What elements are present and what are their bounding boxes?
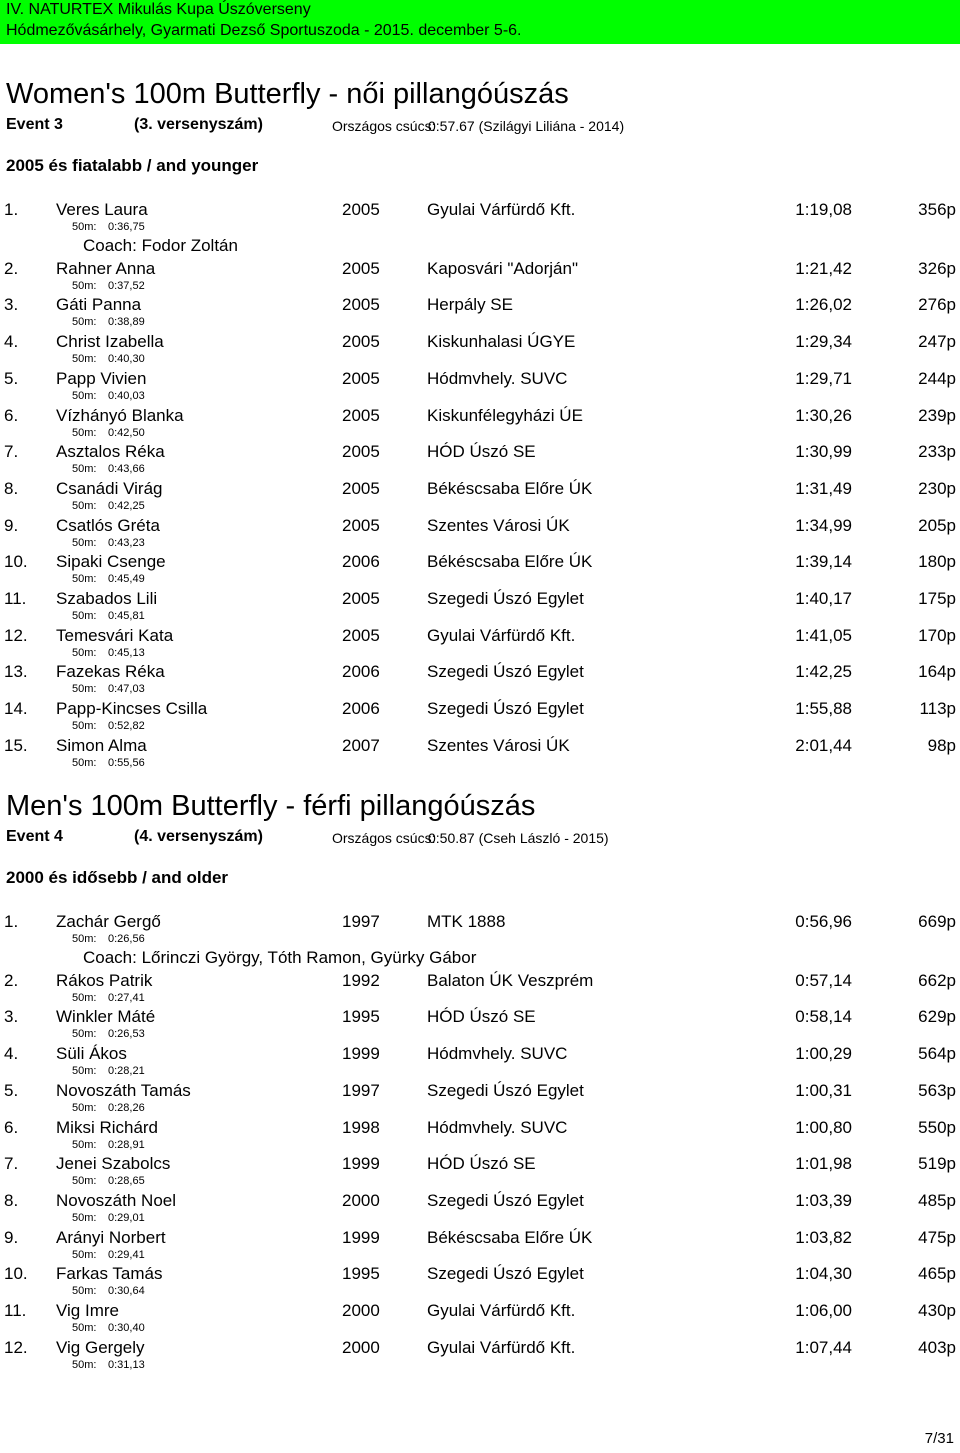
result-rank: 8. xyxy=(4,478,19,498)
points: 244p xyxy=(918,368,956,388)
split-time xyxy=(72,1139,145,1151)
split-label: 50m: xyxy=(72,499,97,512)
swimmer-name: Sipaki Csenge xyxy=(56,552,166,572)
split-time xyxy=(72,1285,145,1297)
age-category: 2000 és idősebb / and older xyxy=(6,868,229,887)
swimmer-name: Veres Laura xyxy=(56,200,148,219)
competition-title: IV. NATURTEX Mikulás Kupa Úszóverseny xyxy=(6,1,311,18)
result-row xyxy=(0,971,960,1007)
club-name: Balaton ÚK Veszprém xyxy=(427,970,594,990)
points: 564p xyxy=(918,1044,956,1064)
club-name: Békéscsaba Előre ÚK xyxy=(427,478,593,498)
result-rank: 6. xyxy=(4,1117,19,1137)
points: 276p xyxy=(918,295,956,315)
club-name: Herpály SE xyxy=(427,295,513,315)
result-row xyxy=(0,626,960,662)
club-name: HÓD Úszó SE xyxy=(427,1154,536,1174)
result-row xyxy=(0,369,960,405)
swimmer-name: Christ Izabella xyxy=(56,332,164,352)
result-rank: 3. xyxy=(4,1007,19,1027)
split-value: 0:29,41 xyxy=(108,1248,145,1261)
final-time: 2:01,44 xyxy=(795,735,852,755)
split-time xyxy=(72,427,145,439)
result-rank: 7. xyxy=(4,1154,19,1174)
result-rank: 6. xyxy=(4,405,19,425)
split-time xyxy=(72,280,145,292)
club-name: Békéscsaba Előre ÚK xyxy=(427,552,593,572)
split-label: 50m: xyxy=(72,1101,97,1114)
points: 239p xyxy=(918,405,956,425)
split-value: 0:47,03 xyxy=(108,683,145,696)
split-value: 0:36,75 xyxy=(108,221,145,233)
split-value: 0:26,53 xyxy=(108,1028,145,1041)
club-name: Szegedi Úszó Egylet xyxy=(427,662,584,682)
birth-year: 2006 xyxy=(342,552,380,572)
swimmer-name: Novoszáth Tamás xyxy=(56,1080,191,1100)
split-label: 50m: xyxy=(72,1358,97,1371)
club-name: Kiskunfélegyházi ÚE xyxy=(427,405,583,425)
split-value: 0:43,66 xyxy=(108,463,145,476)
final-time: 1:29,34 xyxy=(795,332,852,352)
final-time: 1:19,08 xyxy=(795,200,852,219)
final-time: 1:30,99 xyxy=(795,442,852,462)
club-name: Szegedi Úszó Egylet xyxy=(427,699,584,719)
birth-year: 1998 xyxy=(342,1117,380,1137)
split-time xyxy=(72,390,145,402)
swimmer-name: Csanádi Virág xyxy=(56,478,163,498)
result-row xyxy=(0,406,960,442)
result-row xyxy=(0,912,960,948)
result-row xyxy=(0,1154,960,1190)
swimmer-name: Rákos Patrik xyxy=(56,970,153,990)
birth-year: 2005 xyxy=(342,368,380,388)
club-name: Hódmvhely. SUVC xyxy=(427,368,568,388)
swimmer-name: Winkler Máté xyxy=(56,1007,156,1027)
split-label: 50m: xyxy=(72,1322,97,1334)
split-label: 50m: xyxy=(72,426,97,439)
split-time xyxy=(72,1175,145,1187)
split-label: 50m: xyxy=(72,1211,97,1224)
split-label: 50m: xyxy=(72,1065,97,1078)
birth-year: 2000 xyxy=(342,1337,380,1357)
split-value: 0:43,23 xyxy=(108,536,145,549)
result-row xyxy=(0,1264,960,1300)
birth-year: 2005 xyxy=(342,442,380,462)
split-value: 0:28,65 xyxy=(108,1175,145,1188)
birth-year: 2005 xyxy=(342,332,380,352)
final-time: 1:00,29 xyxy=(795,1044,852,1064)
points: 175p xyxy=(918,589,956,608)
national-record: 0:57.67 (Szilágyi Liliána - 2014) xyxy=(428,118,625,134)
swimmer-name: Jenei Szabolcs xyxy=(56,1154,171,1174)
swimmer-name: Simon Alma xyxy=(56,735,147,755)
result-rank: 5. xyxy=(4,368,19,388)
result-rank: 9. xyxy=(4,515,19,535)
result-row xyxy=(0,1338,960,1374)
split-label: 50m: xyxy=(72,1285,97,1298)
event-number: Event 4 xyxy=(6,828,63,845)
points: 247p xyxy=(918,332,956,352)
result-row xyxy=(0,552,960,588)
club-name: Szentes Városi ÚK xyxy=(427,735,570,755)
final-time: 1:29,71 xyxy=(795,368,852,388)
result-rank: 8. xyxy=(4,1190,19,1210)
result-rank: 14. xyxy=(4,699,28,719)
event-info-line xyxy=(6,828,956,850)
split-value: 0:42,25 xyxy=(108,499,145,512)
coach-line: Coach: Fodor Zoltán xyxy=(83,235,238,255)
result-rank: 11. xyxy=(4,589,27,608)
split-time xyxy=(72,1102,145,1114)
swimmer-name: Novoszáth Noel xyxy=(56,1190,177,1210)
final-time: 1:26,02 xyxy=(795,295,852,315)
split-time xyxy=(72,537,145,549)
final-time: 1:01,98 xyxy=(795,1154,852,1174)
result-row xyxy=(0,662,960,698)
split-value: 0:26,56 xyxy=(108,933,145,945)
swimmer-name: Vízhányó Blanka xyxy=(56,405,184,425)
result-rank: 3. xyxy=(4,295,19,315)
result-rank: 4. xyxy=(4,1044,19,1064)
result-rank: 2. xyxy=(4,970,19,990)
club-name: MTK 1888 xyxy=(427,912,506,931)
result-rank: 12. xyxy=(4,625,28,645)
split-time xyxy=(72,933,145,945)
split-value: 0:52,82 xyxy=(108,720,145,733)
result-row xyxy=(0,442,960,478)
birth-year: 2005 xyxy=(342,625,380,645)
swimmer-name: Gáti Panna xyxy=(56,295,142,315)
final-time: 1:34,99 xyxy=(795,515,852,535)
birth-year: 2000 xyxy=(342,1190,380,1210)
club-name: HÓD Úszó SE xyxy=(427,1007,536,1027)
club-name: Békéscsaba Előre ÚK xyxy=(427,1227,593,1247)
split-value: 0:30,64 xyxy=(108,1285,145,1298)
birth-year: 2005 xyxy=(342,515,380,535)
split-time xyxy=(72,1028,145,1040)
split-label: 50m: xyxy=(72,756,97,769)
swimmer-name: Fazekas Réka xyxy=(56,662,165,682)
club-name: Hódmvhely. SUVC xyxy=(427,1117,568,1137)
club-name: Kiskunhalasi ÚGYE xyxy=(427,332,576,352)
final-time: 0:57,14 xyxy=(795,970,852,990)
birth-year: 2005 xyxy=(342,405,380,425)
split-label: 50m: xyxy=(72,353,97,366)
split-value: 0:28,26 xyxy=(108,1101,145,1114)
split-label: 50m: xyxy=(72,1175,97,1188)
split-value: 0:45,49 xyxy=(108,573,145,586)
page-number: 7/31 xyxy=(924,1430,954,1447)
club-name: Szentes Városi ÚK xyxy=(427,515,570,535)
points: 205p xyxy=(918,515,956,535)
points: 113p xyxy=(919,699,956,719)
birth-year: 1999 xyxy=(342,1227,380,1247)
swimmer-name: Miksi Richárd xyxy=(56,1117,159,1137)
final-time: 0:56,96 xyxy=(795,912,852,931)
points: 519p xyxy=(918,1154,956,1174)
result-rank: 10. xyxy=(4,1264,28,1284)
swimmer-name: Farkas Tamás xyxy=(56,1264,163,1284)
final-time: 1:07,44 xyxy=(795,1337,852,1357)
event-info-line xyxy=(6,116,956,138)
event-versenyszam: (4. versenyszám) xyxy=(134,828,263,845)
split-label: 50m: xyxy=(72,646,97,659)
result-rank: 15. xyxy=(4,735,28,755)
swimmer-name: Papp-Kincses Csilla xyxy=(56,699,208,719)
result-row xyxy=(0,1007,960,1043)
final-time: 1:31,49 xyxy=(795,478,852,498)
club-name: HÓD Úszó SE xyxy=(427,442,536,462)
split-time xyxy=(72,992,145,1004)
club-name: Hódmvhely. SUVC xyxy=(427,1044,568,1064)
split-time xyxy=(72,316,145,328)
final-time: 1:00,80 xyxy=(795,1117,852,1137)
split-time xyxy=(72,1065,145,1077)
document-header xyxy=(0,0,960,44)
split-label: 50m: xyxy=(72,1028,97,1041)
club-name: Gyulai Várfürdő Kft. xyxy=(427,200,576,219)
split-value: 0:28,91 xyxy=(108,1138,145,1151)
swimmer-name: Vig Imre xyxy=(56,1301,119,1320)
result-rank: 10. xyxy=(4,552,28,572)
result-rank: 1. xyxy=(4,912,19,931)
points: 170p xyxy=(918,625,956,645)
points: 403p xyxy=(918,1337,956,1357)
split-label: 50m: xyxy=(72,610,97,622)
result-rank: 9. xyxy=(4,1227,19,1247)
split-time xyxy=(72,1212,145,1224)
split-label: 50m: xyxy=(72,221,97,233)
result-row xyxy=(0,200,960,236)
birth-year: 2006 xyxy=(342,699,380,719)
result-row xyxy=(0,1301,960,1337)
club-name: Szegedi Úszó Egylet xyxy=(427,589,584,608)
birth-year: 1999 xyxy=(342,1044,380,1064)
club-name: Szegedi Úszó Egylet xyxy=(427,1264,584,1284)
event-title: Men's 100m Butterfly - férfi pillangóúszás xyxy=(6,790,536,822)
coach-line: Coach: Lőrinczi György, Tóth Ramon, Gyürky Gábor xyxy=(83,947,477,967)
split-label: 50m: xyxy=(72,279,97,292)
result-rank: 7. xyxy=(4,442,19,462)
points: 230p xyxy=(918,478,956,498)
result-rank: 1. xyxy=(4,200,19,219)
result-row xyxy=(0,516,960,552)
final-time: 1:21,42 xyxy=(795,258,852,278)
result-rank: 11. xyxy=(4,1301,27,1320)
national-record: 0:50.87 (Cseh László - 2015) xyxy=(428,830,609,846)
points: 98p xyxy=(927,735,956,755)
result-row xyxy=(0,332,960,368)
birth-year: 1992 xyxy=(342,970,380,990)
record-label: Országos csúcs: xyxy=(332,118,436,134)
split-label: 50m: xyxy=(72,316,97,329)
split-time xyxy=(72,221,145,233)
split-value: 0:45,13 xyxy=(108,646,145,659)
split-time xyxy=(72,610,145,622)
result-row xyxy=(0,589,960,625)
final-time: 1:30,26 xyxy=(795,405,852,425)
birth-year: 2005 xyxy=(342,589,380,608)
swimmer-name: Asztalos Réka xyxy=(56,442,165,462)
points: 180p xyxy=(918,552,956,572)
points: 662p xyxy=(918,970,956,990)
result-rank: 2. xyxy=(4,258,19,278)
split-time xyxy=(72,573,145,585)
swimmer-name: Zachár Gergő xyxy=(56,912,161,931)
birth-year: 1999 xyxy=(342,1154,380,1174)
split-label: 50m: xyxy=(72,1138,97,1151)
points: 629p xyxy=(918,1007,956,1027)
split-value: 0:55,56 xyxy=(108,756,145,769)
final-time: 1:41,05 xyxy=(795,625,852,645)
final-time: 1:40,17 xyxy=(795,589,852,608)
final-time: 1:03,39 xyxy=(795,1190,852,1210)
swimmer-name: Vig Gergely xyxy=(56,1337,145,1357)
birth-year: 1995 xyxy=(342,1007,380,1027)
points: 430p xyxy=(918,1301,956,1320)
final-time: 1:06,00 xyxy=(795,1301,852,1320)
split-value: 0:40,30 xyxy=(108,353,145,366)
final-time: 1:04,30 xyxy=(795,1264,852,1284)
split-value: 0:27,41 xyxy=(108,991,145,1004)
points: 475p xyxy=(918,1227,956,1247)
competition-venue-date: Hódmezővásárhely, Gyarmati Dezső Sportuszoda - 2015. december 5-6. xyxy=(6,22,522,39)
points: 563p xyxy=(918,1080,956,1100)
split-label: 50m: xyxy=(72,573,97,586)
split-time xyxy=(72,353,145,365)
final-time: 1:03,82 xyxy=(795,1227,852,1247)
result-row xyxy=(0,736,960,772)
points: 326p xyxy=(918,258,956,278)
result-rank: 12. xyxy=(4,1337,28,1357)
swimmer-name: Szabados Lili xyxy=(56,589,158,608)
split-time xyxy=(72,463,145,475)
split-label: 50m: xyxy=(72,720,97,733)
split-time xyxy=(72,1359,145,1371)
final-time: 1:00,31 xyxy=(795,1080,852,1100)
event-title: Women's 100m Butterfly - női pillangóúszás xyxy=(6,78,569,110)
result-row xyxy=(0,479,960,515)
birth-year: 2005 xyxy=(342,295,380,315)
result-row xyxy=(0,295,960,331)
event-versenyszam: (3. versenyszám) xyxy=(134,116,263,133)
swimmer-name: Temesvári Kata xyxy=(56,625,174,645)
points: 550p xyxy=(918,1117,956,1137)
split-value: 0:31,13 xyxy=(108,1358,145,1371)
result-row xyxy=(0,1118,960,1154)
birth-year: 2006 xyxy=(342,662,380,682)
final-time: 1:39,14 xyxy=(795,552,852,572)
split-value: 0:45,81 xyxy=(108,610,145,622)
swimmer-name: Rahner Anna xyxy=(56,258,156,278)
split-label: 50m: xyxy=(72,933,97,945)
result-row xyxy=(0,1081,960,1117)
split-time xyxy=(72,720,145,732)
points: 233p xyxy=(918,442,956,462)
birth-year: 1995 xyxy=(342,1264,380,1284)
club-name: Szegedi Úszó Egylet xyxy=(427,1190,584,1210)
split-value: 0:42,50 xyxy=(108,426,145,439)
club-name: Gyulai Várfürdő Kft. xyxy=(427,625,576,645)
split-value: 0:29,01 xyxy=(108,1211,145,1224)
split-value: 0:38,89 xyxy=(108,316,145,329)
result-rank: 4. xyxy=(4,332,19,352)
birth-year: 1997 xyxy=(342,912,380,931)
swimmer-name: Csatlós Gréta xyxy=(56,515,160,535)
points: 465p xyxy=(918,1264,956,1284)
result-row xyxy=(0,699,960,735)
club-name: Gyulai Várfürdő Kft. xyxy=(427,1337,576,1357)
event-number: Event 3 xyxy=(6,116,63,133)
points: 164p xyxy=(918,662,956,682)
record-label: Országos csúcs: xyxy=(332,830,436,846)
split-value: 0:37,52 xyxy=(108,279,145,292)
split-time xyxy=(72,647,145,659)
result-rank: 13. xyxy=(4,662,28,682)
split-label: 50m: xyxy=(72,683,97,696)
birth-year: 2005 xyxy=(342,258,380,278)
birth-year: 1997 xyxy=(342,1080,380,1100)
split-label: 50m: xyxy=(72,991,97,1004)
split-label: 50m: xyxy=(72,389,97,402)
split-time xyxy=(72,683,145,695)
final-time: 0:58,14 xyxy=(795,1007,852,1027)
split-value: 0:28,21 xyxy=(108,1065,145,1078)
club-name: Szegedi Úszó Egylet xyxy=(427,1080,584,1100)
split-value: 0:40,03 xyxy=(108,389,145,402)
birth-year: 2007 xyxy=(342,735,380,755)
points: 669p xyxy=(918,912,956,931)
split-label: 50m: xyxy=(72,536,97,549)
result-rank: 5. xyxy=(4,1080,19,1100)
club-name: Gyulai Várfürdő Kft. xyxy=(427,1301,576,1320)
split-time xyxy=(72,500,145,512)
final-time: 1:42,25 xyxy=(795,662,852,682)
result-row xyxy=(0,1044,960,1080)
swimmer-name: Süli Ákos xyxy=(56,1044,127,1064)
result-row xyxy=(0,259,960,295)
result-row xyxy=(0,1191,960,1227)
birth-year: 2005 xyxy=(342,200,380,219)
split-value: 0:30,40 xyxy=(108,1322,145,1334)
split-label: 50m: xyxy=(72,1248,97,1261)
points: 485p xyxy=(918,1190,956,1210)
birth-year: 2005 xyxy=(342,478,380,498)
points: 356p xyxy=(918,200,956,219)
split-label: 50m: xyxy=(72,463,97,476)
split-time xyxy=(72,757,145,769)
swimmer-name: Papp Vivien xyxy=(56,368,147,388)
club-name: Kaposvári "Adorján" xyxy=(427,258,578,278)
split-time xyxy=(72,1249,145,1261)
final-time: 1:55,88 xyxy=(795,699,852,719)
result-row xyxy=(0,1228,960,1264)
birth-year: 2000 xyxy=(342,1301,380,1320)
swimmer-name: Arányi Norbert xyxy=(56,1227,166,1247)
age-category: 2005 és fiatalabb / and younger xyxy=(6,156,259,175)
split-time xyxy=(72,1322,145,1334)
